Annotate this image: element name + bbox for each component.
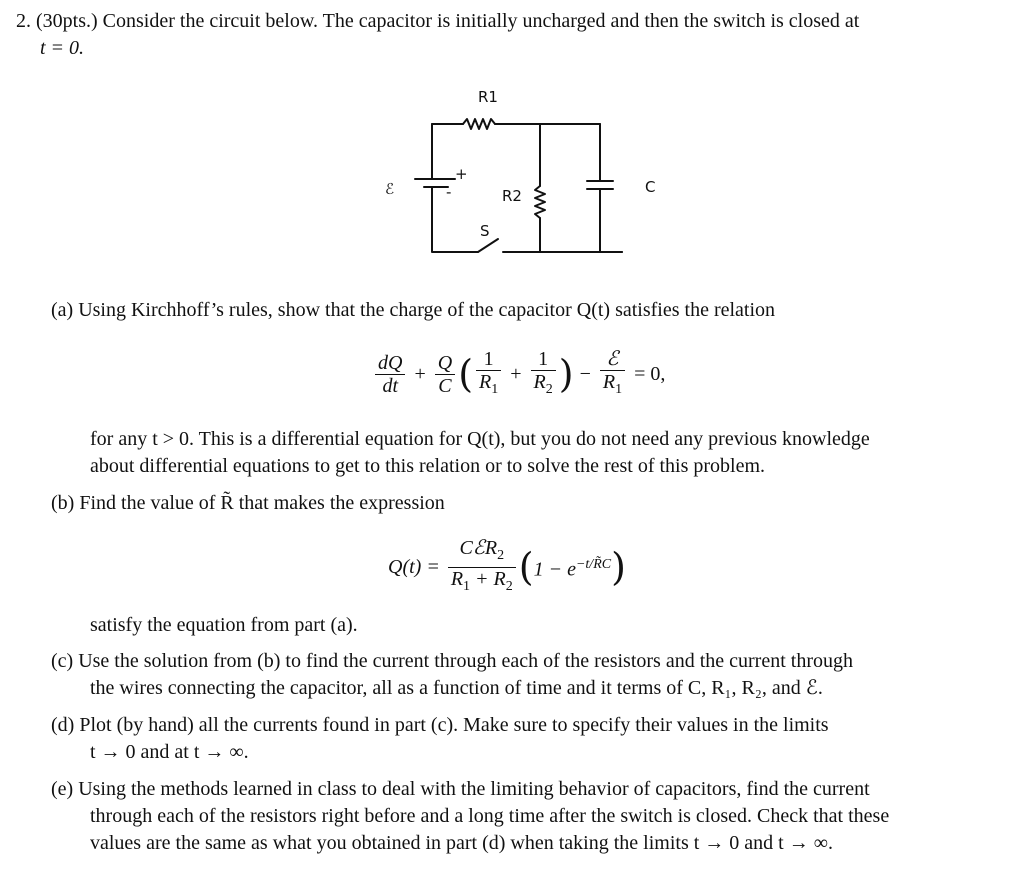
- part-d-label: (d): [51, 714, 75, 736]
- problem-points: (30pts.): [36, 10, 98, 32]
- eq1-qc: $\frac{Q}{C}$: [435, 352, 455, 397]
- part-d: [51, 712, 1001, 739]
- r2-resistor: [535, 186, 545, 218]
- eq2-fraction: $\frac{CℰR_2}{R_1 + R_2}$: [448, 537, 516, 598]
- left-wire-bottom: [432, 187, 478, 252]
- part-b: [51, 490, 445, 517]
- capacitor-label: C: [645, 178, 656, 196]
- switch-blade: [478, 239, 498, 252]
- eq1-inv-r2: $\frac{1}{R_2}$: [531, 348, 556, 401]
- circuit-diagram: [360, 84, 680, 264]
- equation-2: Q(t) = $\frac{CℰR_2}{R_1 + R_2}$ ( $1 - e^{-t/R̃C}$ ): [388, 537, 626, 598]
- part-b-text: Find the value of R̃ that makes the expression: [79, 492, 445, 514]
- minus-label: -: [446, 183, 452, 201]
- problem-header: [16, 8, 1006, 35]
- part-c: [51, 648, 1001, 675]
- part-e-line1: Using the methods learned in class to deal with the limiting behavior of capacitors, find the current: [78, 778, 870, 800]
- emf-label: ℰ: [385, 180, 395, 198]
- problem-number: 2.: [16, 10, 31, 32]
- eq2-paren-inner: $1 - e^{-t/R̃C}$: [533, 557, 612, 581]
- plus-label: +: [455, 165, 468, 183]
- eq1-rhs: = 0,: [634, 363, 666, 385]
- part-d-line2: t → 0 and at t → ∞.: [90, 741, 249, 763]
- part-b-after: satisfy the equation from part (a).: [90, 614, 358, 636]
- part-e-label: (e): [51, 778, 74, 800]
- r1-label: R1: [478, 88, 498, 106]
- part-c-line1: Use the solution from (b) to find the current through each of the resistors and the current through: [78, 650, 853, 672]
- eq2-lhs: Q(t) =: [388, 556, 440, 578]
- switch-label: S: [480, 222, 490, 240]
- r2-label: R2: [502, 187, 522, 205]
- eq1-dqdt: $\frac{dQ}{dt}$: [375, 352, 405, 397]
- part-b-label: (b): [51, 492, 75, 514]
- eq1-inv-r1: $\frac{1}{R_1}$: [476, 348, 501, 401]
- problem-statement-line2: t = 0.: [40, 37, 85, 59]
- part-a-text: Using Kirchhoff’s rules, show that the charge of the capacitor Q(t) satisfies the relation: [78, 299, 776, 321]
- part-a: [51, 297, 1001, 324]
- cap-wire-bottom: [600, 189, 622, 252]
- eq1-emf-r1: $\frac{\text{ℰ}}{R_1}$: [600, 348, 625, 401]
- part-a-label: (a): [51, 299, 74, 321]
- r1-resistor: [463, 119, 495, 129]
- problem-statement: Consider the circuit below. The capacitor is initially uncharged and then the switch is closed at: [102, 10, 860, 32]
- part-a-after-line1: for any t > 0. This is a differential equation for Q(t), but you do not need any previous knowledge: [90, 428, 870, 450]
- part-a-after-line2: about differential equations to get to this relation or to solve the rest of this problem.: [90, 455, 766, 477]
- part-e-line3: values are the same as what you obtained in part (d) when taking the limits t → 0 and t → ∞.: [90, 832, 833, 854]
- part-e-line2: through each of the resistors right before and a long time after the switch is closed. Check that these: [90, 805, 890, 827]
- equation-1: $\frac{dQ}{dt}$ + $\frac{Q}{C}$ ( $\frac{1}{R_1}$ + $\frac{1}{R_2}$ ) − $\frac{\text{ℰ}}{R_1}$ = 0,: [372, 348, 671, 401]
- part-e: [51, 776, 1011, 803]
- part-d-line1: Plot (by hand) all the currents found in part (c). Make sure to specify their values in the limits: [79, 714, 829, 736]
- part-c-label: (c): [51, 650, 74, 672]
- part-c-line2: the wires connecting the capacitor, all as a function of time and it terms of C, R₁, R₂, and ℰ.: [90, 677, 823, 699]
